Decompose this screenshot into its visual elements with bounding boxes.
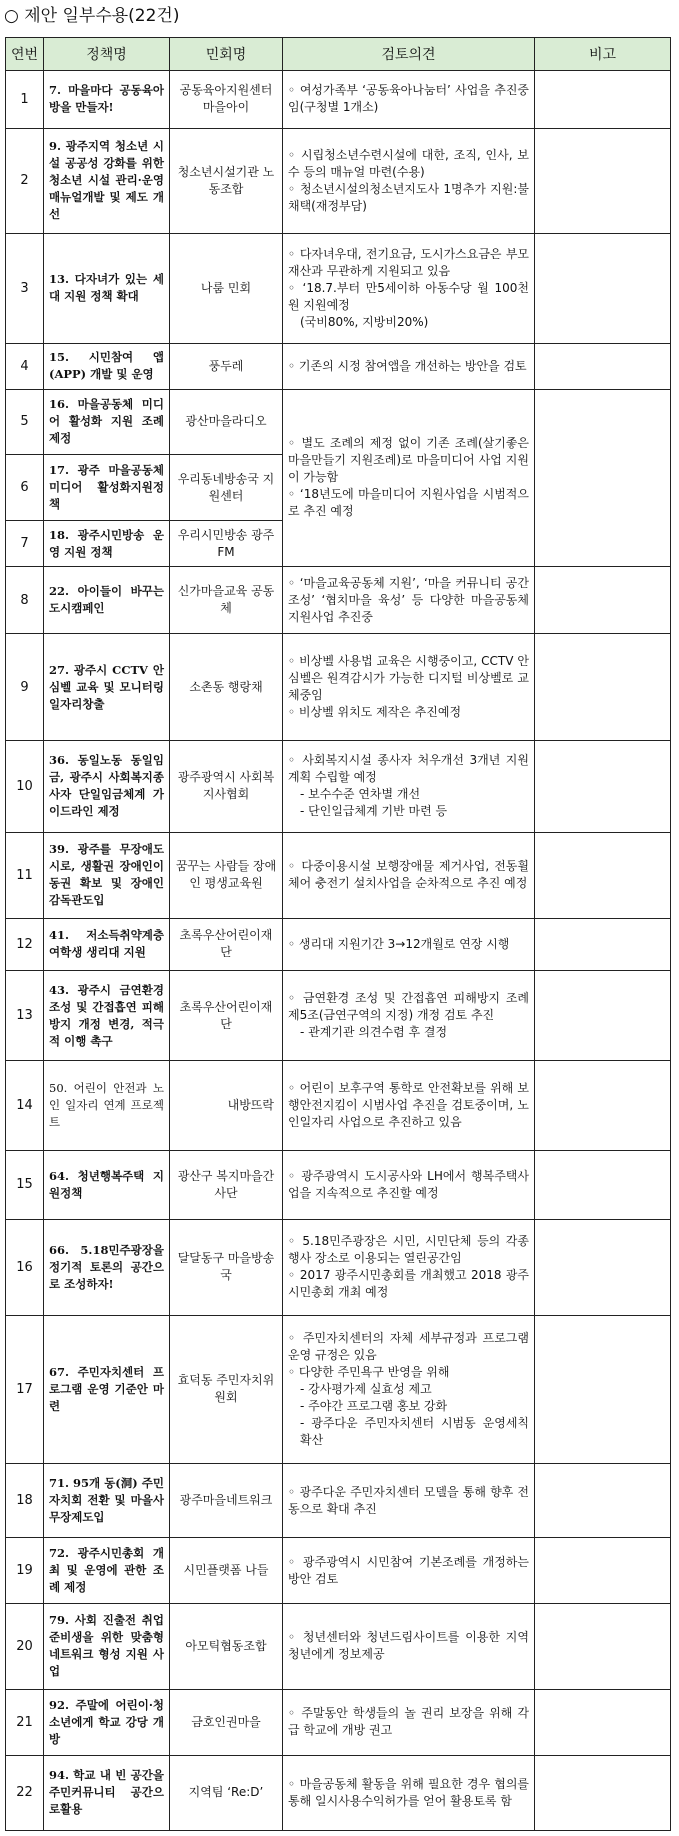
- council-name: 우리시민방송 광주 FM: [170, 521, 283, 567]
- row-number: 5: [6, 389, 44, 455]
- table-row: [6, 918, 671, 971]
- review-opinion: [283, 1151, 535, 1219]
- header-group: 민회명: [170, 38, 283, 71]
- row-number: 16: [6, 1219, 44, 1315]
- review-line: ◦ 5.18민주광장은 시민, 시민단체 등의 각종 행사 장소로 이용되는 열린공간임: [288, 1234, 529, 1266]
- policy-name: 67. 주민자치센터 프로그램 운영 기준안 마련: [44, 1315, 170, 1463]
- table-row: [6, 70, 671, 128]
- review-line: ◦ 비상벨 위치도 제작은 추진예정: [288, 705, 462, 719]
- page-title: ○ 제안 일부수용(22건): [4, 6, 180, 26]
- council-name: 초록우산어린이재단: [170, 971, 283, 1060]
- review-line: ◦ 시립청소년수련시설에 대한, 조직, 인사, 보수 등의 매뉴얼 마련(수용): [288, 147, 529, 179]
- review-opinion: [283, 634, 535, 741]
- row-number: 20: [6, 1603, 44, 1689]
- table-row: [6, 832, 671, 918]
- review-line: ◦ 광주광역시 도시공사와 LH에서 행복주택사업을 지속적으로 추진할 예정: [288, 1168, 529, 1200]
- council-name: 광주광역시 사회복지사협회: [170, 741, 283, 833]
- note-cell: [535, 1151, 671, 1219]
- council-name: 광산마을라디오: [170, 389, 283, 455]
- review-line: ◦ 별도 조례의 제정 없이 기존 조례(살기좋은 마을만들기 지원조례)로 마을미디어 사업 지원이 가능함: [288, 436, 529, 485]
- policy-name: 7. 마을마다 공동육아방을 만들자!: [44, 70, 170, 128]
- review-opinion: [283, 918, 535, 971]
- row-number: 3: [6, 234, 44, 343]
- row-number: 18: [6, 1464, 44, 1538]
- review-opinion: [283, 128, 535, 234]
- review-line: ◦ ‘마을교육공동체 지원’, ‘마을 커뮤니티 공간 조성’ ‘협치마을 육성’ 등 다양한 마을공동체 지원사업 추진중: [288, 575, 529, 624]
- review-line: - 광주다운 주민자치센터 시범동 운영세칙 확산: [300, 1415, 529, 1447]
- row-number: 1: [6, 70, 44, 128]
- council-name: 꿈꾸는 사람들 장애인 평생교육원: [170, 832, 283, 918]
- council-name: 공동육아지원센터 마을아이: [170, 70, 283, 128]
- review-line: - 단인일급체계 기반 마련 등: [300, 804, 448, 819]
- row-number: 19: [6, 1538, 44, 1604]
- council-name: 아모틱협동조합: [170, 1603, 283, 1689]
- header-row: [6, 38, 671, 71]
- header-policy: 정책명: [44, 38, 170, 71]
- policy-name: 41. 저소득취약계층 여학생 생리대 지원: [44, 918, 170, 971]
- review-opinion: [283, 1689, 535, 1755]
- review-opinion: [283, 1219, 535, 1315]
- note-cell: [535, 1603, 671, 1689]
- note-cell: [535, 343, 671, 389]
- table-row: [6, 234, 671, 343]
- review-line: ◦ ‘18.7.부터 만5세이하 아동수당 월 100천원 지원예정: [288, 280, 529, 312]
- row-number: 22: [6, 1755, 44, 1830]
- council-name: 효덕동 주민자치위원회: [170, 1315, 283, 1463]
- review-line: - 주야간 프로그램 홍보 강화: [300, 1398, 448, 1413]
- review-opinion: [283, 1060, 535, 1151]
- note-cell: [535, 1219, 671, 1315]
- review-opinion: [283, 1603, 535, 1689]
- table-row: [6, 389, 671, 455]
- policy-name: 71. 95개 동(洞) 주민자치회 전환 및 마을사무장제도입: [44, 1464, 170, 1538]
- review-line: - 강사평가제 실효성 제고: [300, 1381, 432, 1396]
- table-row: [6, 1060, 671, 1151]
- review-opinion: [283, 1464, 535, 1538]
- review-line: ◦ 비상벨 사용법 교육은 시행중이고, CCTV 안심벨은 원격감시가 가능한 디지털 비상벨로 교체중임: [288, 654, 529, 702]
- review-opinion: [283, 1755, 535, 1830]
- policy-name: 17. 광주 마을공동체 미디어 활성화지원정책: [44, 455, 170, 521]
- table-row: [6, 343, 671, 389]
- table-row: [6, 567, 671, 634]
- note-cell: [535, 234, 671, 343]
- note-cell: [535, 1315, 671, 1463]
- review-opinion: [283, 70, 535, 128]
- policy-name: 66. 5.18민주광장을 정기적 토론의 공간으로 조성하자!: [44, 1219, 170, 1315]
- review-opinion: [283, 741, 535, 833]
- council-name: 소촌동 행랑채: [170, 634, 283, 741]
- note-cell: [535, 389, 671, 567]
- row-number: 4: [6, 343, 44, 389]
- review-line: - 보수수준 연차별 개선: [300, 787, 421, 802]
- review-line: ◦ 사회복지시설 종사자 처우개선 3개년 지원계획 수립할 예정: [288, 753, 529, 785]
- note-cell: [535, 832, 671, 918]
- note-cell: [535, 971, 671, 1060]
- policy-name: 36. 동일노동 동일임금, 광주시 사회복지종사자 단일임금체계 가이드라인 제정: [44, 741, 170, 833]
- review-line: ◦ 광주광역시 시민참여 기본조례를 개정하는 방안 검토: [288, 1554, 529, 1586]
- table-row: [6, 1689, 671, 1755]
- review-line: ◦ 주말동안 학생들의 놀 권리 보장을 위해 각급 학교에 개방 권고: [288, 1706, 529, 1738]
- table-row: [6, 1315, 671, 1463]
- row-number: 6: [6, 455, 44, 521]
- council-name: 시민플랫폼 나들: [170, 1538, 283, 1604]
- policy-name: 22. 아이들이 바꾸는 도시캠페인: [44, 567, 170, 634]
- row-number: 21: [6, 1689, 44, 1755]
- note-cell: [535, 1464, 671, 1538]
- table-row: [6, 1603, 671, 1689]
- policy-name: 39. 광주를 무장애도시로, 생활권 장애인이동권 확보 및 장애인 감독관도입: [44, 832, 170, 918]
- policy-name: 72. 광주시민총회 개최 및 운영에 관한 조례 제정: [44, 1538, 170, 1604]
- review-opinion: [283, 234, 535, 343]
- policy-name: 79. 사회 진출전 취업준비생을 위한 맞춤형 네트워크 형성 지원 사업: [44, 1603, 170, 1689]
- row-number: 9: [6, 634, 44, 741]
- policy-name: 15. 시민참여 앱(APP) 개발 및 운영: [44, 343, 170, 389]
- review-line: ◦ 여성가족부 ‘공동육아나눔터’ 사업을 추진중임(구청별 1개소): [288, 83, 529, 115]
- review-line: ◦ 2017 광주시민총회를 개최했고 2018 광주시민총회 개최 예정: [288, 1268, 529, 1300]
- review-line: ◦ 어린이 보후구역 통학로 안전확보를 위해 보행안전지킴이 시범사업 추진을 검토중이며, 노인일자리 사업으로 추진하고 있음: [288, 1081, 529, 1130]
- table-row: [6, 1755, 671, 1830]
- table-row: [6, 1219, 671, 1315]
- header-no: 연번: [6, 38, 44, 71]
- policy-name: 92. 주말에 어린이·청소년에게 학교 강당 개방: [44, 1689, 170, 1755]
- review-line: ◦ 생리대 지원기간 3→12개월로 연장 시행: [288, 936, 510, 951]
- council-name: 금호인권마을: [170, 1689, 283, 1755]
- row-number: 11: [6, 832, 44, 918]
- council-name: 신가마을교육 공동체: [170, 567, 283, 634]
- review-line: ◦ 마을공동체 활동을 위해 필요한 경우 협의를 통해 일시사용수익허가를 얻어 활용토록 함: [288, 1776, 529, 1808]
- council-name: 달달동구 마을방송국: [170, 1219, 283, 1315]
- row-number: 10: [6, 741, 44, 833]
- note-cell: [535, 128, 671, 234]
- note-cell: [535, 1060, 671, 1151]
- review-opinion: [283, 389, 535, 567]
- review-line: - 관계기관 의견수렴 후 결정: [300, 1025, 448, 1040]
- review-line: ◦ 청소년시설의청소년지도사 1명추가 지원:불채택(재정부담): [288, 181, 529, 213]
- row-number: 12: [6, 918, 44, 971]
- table-row: [6, 741, 671, 833]
- review-line: ◦ 기존의 시정 참여앱을 개선하는 방안을 검토: [288, 358, 527, 373]
- review-line: (국비80%, 지방비20%): [300, 314, 429, 329]
- table-row: [6, 1464, 671, 1538]
- note-cell: [535, 634, 671, 741]
- review-opinion: [283, 1315, 535, 1463]
- note-cell: [535, 1689, 671, 1755]
- note-cell: [535, 1755, 671, 1830]
- policy-name: 9. 광주지역 청소년 시설 공공성 강화를 위한 청소년 시설 관리·운영 매뉴얼개발 및 제도 개선: [44, 128, 170, 234]
- note-cell: [535, 1538, 671, 1604]
- review-line: ◦ 주민자치센터의 자체 세부규정과 프로그램 운영 규정은 있음: [288, 1330, 529, 1362]
- council-name: 초록우산어린이재단: [170, 918, 283, 971]
- council-name: 광주마을네트워크: [170, 1464, 283, 1538]
- review-line: ◦ ‘18년도에 마을미디어 지원사업을 시범적으로 추진 예정: [288, 487, 529, 519]
- row-number: 7: [6, 521, 44, 567]
- policy-name: 94. 학교 내 빈 공간을 주민커뮤니티 공간으로활용: [44, 1755, 170, 1830]
- header-review: 검토의견: [283, 38, 535, 71]
- row-number: 8: [6, 567, 44, 634]
- note-cell: [535, 741, 671, 833]
- proposal-table: [5, 37, 671, 1831]
- council-name: 청소년시설기관 노동조합: [170, 128, 283, 234]
- council-name: 내방뜨락: [170, 1060, 283, 1151]
- policy-name: 64. 청년행복주택 지원정책: [44, 1151, 170, 1219]
- table-row: [6, 971, 671, 1060]
- council-name: 우리동네방송국 지원센터: [170, 455, 283, 521]
- review-line: ◦ 금연환경 조성 및 간접흡연 피해방지 조례 제5조(금연구역의 지정) 개정 검토 추진: [288, 991, 529, 1023]
- review-line: ◦ 다중이용시설 보행장애물 제거사업, 전동휠체어 충전기 설치사업을 순차적으로 추진 예정: [288, 859, 529, 891]
- review-line: ◦ 다양한 주민욕구 반영을 위해: [288, 1364, 450, 1379]
- row-number: 17: [6, 1315, 44, 1463]
- council-name: 나룸 민회: [170, 234, 283, 343]
- note-cell: [535, 70, 671, 128]
- review-opinion: [283, 971, 535, 1060]
- table-row: [6, 1538, 671, 1604]
- policy-name: 27. 광주시 CCTV 안심벨 교육 및 모니터링 일자리창출: [44, 634, 170, 741]
- council-name: 광산구 복지마을간 사단: [170, 1151, 283, 1219]
- council-name: 풍두레: [170, 343, 283, 389]
- policy-name: 13. 다자녀가 있는 세대 지원 정책 확대: [44, 234, 170, 343]
- policy-name: 50. 어린이 안전과 노인 일자리 연계 프로젝트: [44, 1060, 170, 1151]
- review-line: ◦ 청년센터와 청년드림사이트를 이용한 지역청년에게 정보제공: [288, 1630, 529, 1662]
- review-line: ◦ 광주다운 주민자치센터 모델을 통해 향후 전 동으로 확대 추진: [288, 1484, 529, 1516]
- table-row: [6, 128, 671, 234]
- policy-name: 43. 광주시 금연환경조성 및 간접흡연 피해방지 개정 변경, 적극적 이행 촉구: [44, 971, 170, 1060]
- table-row: [6, 1151, 671, 1219]
- review-opinion: [283, 832, 535, 918]
- header-note: 비고: [535, 38, 671, 71]
- review-opinion: [283, 567, 535, 634]
- policy-name: 16. 마을공동체 미디어 활성화 지원 조례 제정: [44, 389, 170, 455]
- row-number: 14: [6, 1060, 44, 1151]
- review-opinion: [283, 1538, 535, 1604]
- note-cell: [535, 567, 671, 634]
- row-number: 13: [6, 971, 44, 1060]
- review-opinion: [283, 343, 535, 389]
- policy-name: 18. 광주시민방송 운영 지원 정책: [44, 521, 170, 567]
- table-row: [6, 634, 671, 741]
- note-cell: [535, 918, 671, 971]
- row-number: 15: [6, 1151, 44, 1219]
- review-line: ◦ 다자녀우대, 전기요금, 도시가스요금은 부모재산과 무관하게 지원되고 있음: [288, 246, 529, 278]
- council-name: 지역팀 ‘Re:D’: [170, 1755, 283, 1830]
- row-number: 2: [6, 128, 44, 234]
